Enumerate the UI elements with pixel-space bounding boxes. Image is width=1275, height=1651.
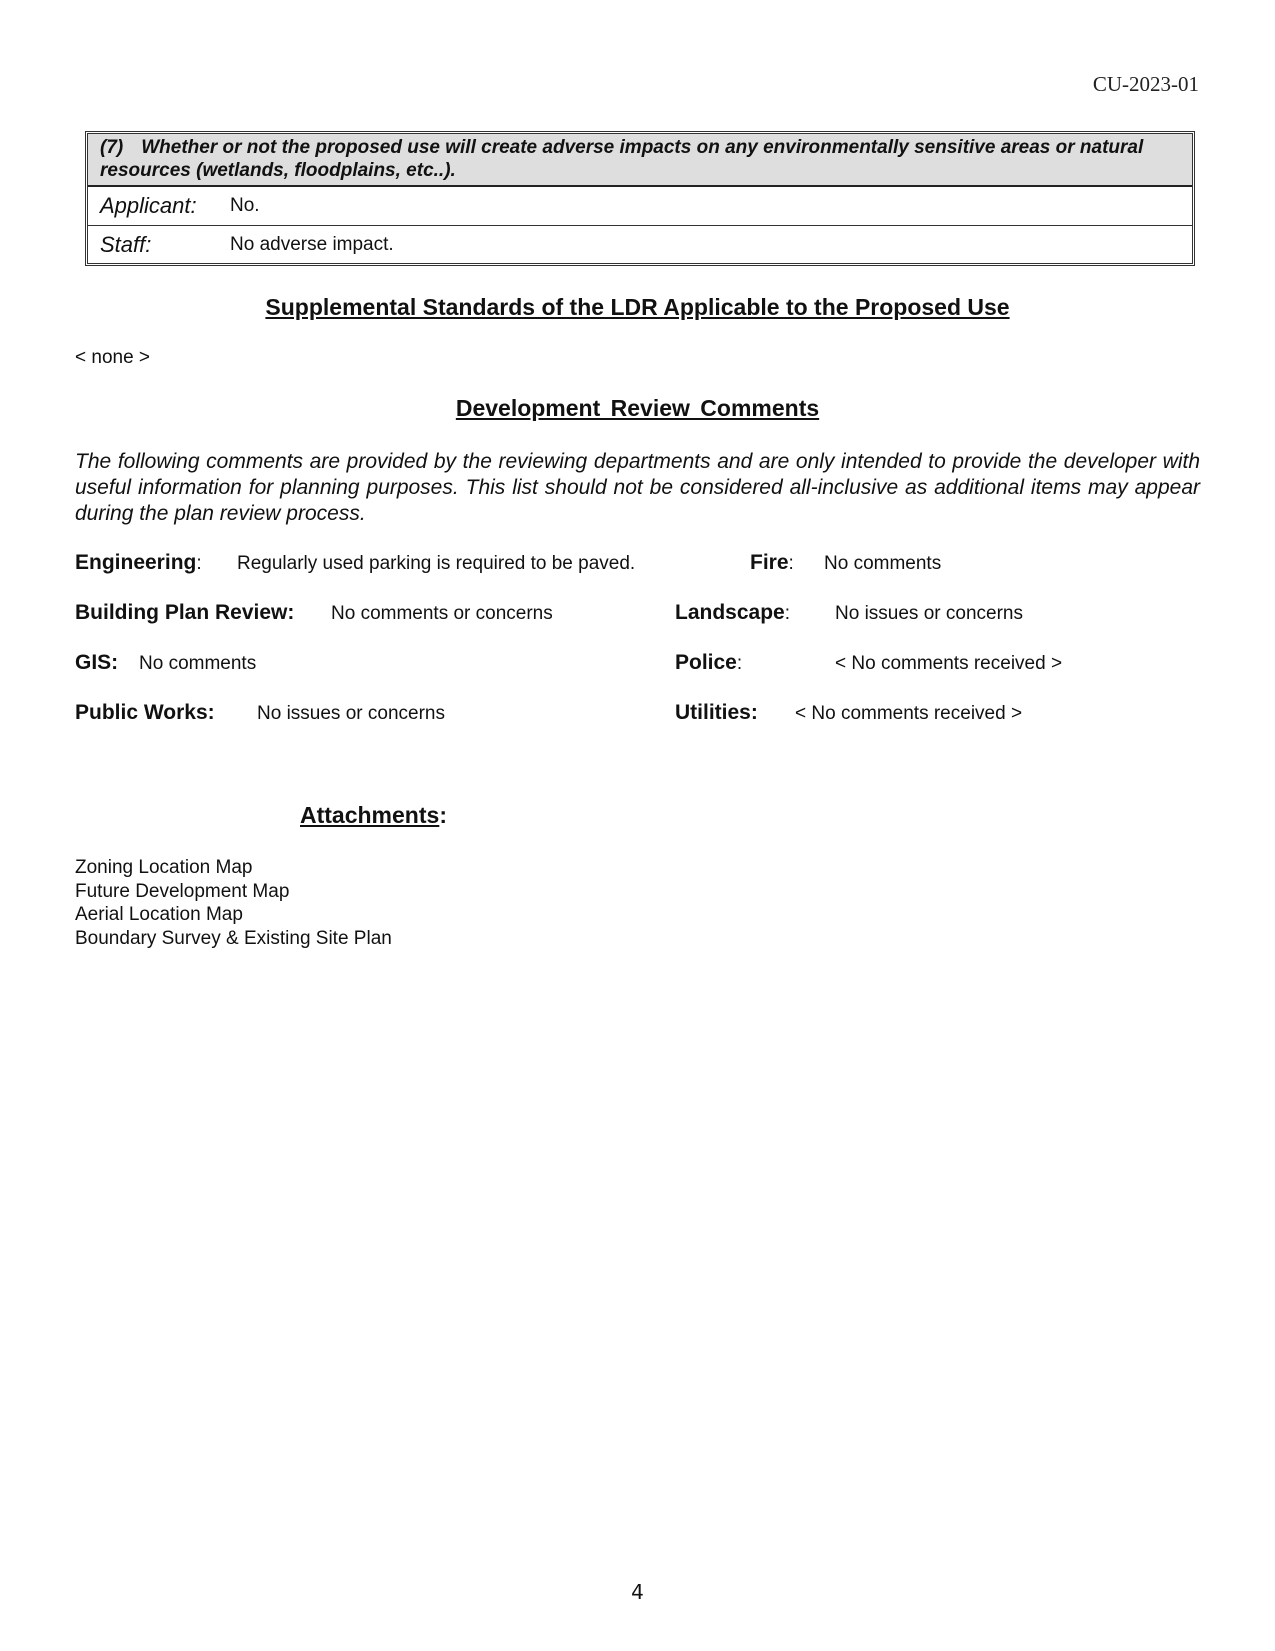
attachments-title [300,802,447,829]
attachment-item: Zoning Location Map [75,857,253,878]
utilities-value: < No comments received > [795,703,1023,724]
applicant-row [88,187,1192,225]
landscape-label: Landscape [675,601,785,624]
engineering-sep: : [196,553,202,574]
comment-fire [750,551,942,575]
criterion-number: (7) [100,137,124,158]
gis-label: GIS: [75,651,119,674]
comment-public-works [75,701,445,725]
document-id: CU-2023-01 [1092,72,1199,96]
landscape-sep: : [784,603,790,624]
engineering-value: Regularly used parking is required to be paved. [237,553,636,574]
fire-label: Fire [750,551,789,574]
staff-row [88,225,1192,263]
review-intro-paragraph: The following comments are provided by the reviewing departments and are only intended to provide the developer with useful information for planning purposes. This list should not be considered all-inclusive as additional items may appear during the plan review process. [75,450,1200,525]
comment-police [675,651,1063,675]
fire-value: No comments [824,553,942,574]
landscape-value: No issues or concerns [835,603,1023,624]
criterion-text: Whether or not the proposed use will create adverse impacts on any environmentally sensitive areas or natural resources (wetlands, floodplains, etc..). [100,137,1144,181]
development-review-title: Development Review Comments [455,395,820,421]
public-works-value: No issues or concerns [257,703,445,724]
comment-utilities [675,701,1023,725]
comment-landscape [675,601,1023,625]
attachment-item: Boundary Survey & Existing Site Plan [75,927,392,949]
criterion-header [88,134,1192,187]
criterion-table [85,131,1195,266]
applicant-value: No. [230,195,260,216]
engineering-label: Engineering [75,551,197,574]
public-works-label: Public Works: [75,701,215,724]
police-sep: : [736,653,743,674]
attachments-title-colon: : [439,802,447,828]
comment-engineering [75,551,636,575]
police-value: < No comments received > [835,653,1063,674]
staff-label: Staff: [100,231,152,257]
police-label: Police [675,651,737,674]
applicant-label: Applicant: [100,193,197,218]
fire-sep: : [788,553,794,574]
gis-value: No comments [139,653,257,674]
staff-value: No adverse impact. [230,233,394,255]
attachment-item: Future Development Map [75,880,290,902]
page-number: 4 [631,1580,644,1604]
building-value: No comments or concerns [331,603,553,624]
attachments-title-text: Attachments [300,802,440,828]
attachments-list [75,856,392,950]
building-label: Building Plan Review: [75,601,295,624]
comment-building-plan-review [75,601,553,625]
supplemental-standards-value: < none > [75,347,151,368]
attachment-item: Aerial Location Map [75,904,243,925]
supplemental-standards-title: Supplemental Standards of the LDR Applicable to the Proposed Use [265,294,1010,320]
utilities-label: Utilities: [675,701,758,724]
comment-gis [75,651,257,675]
